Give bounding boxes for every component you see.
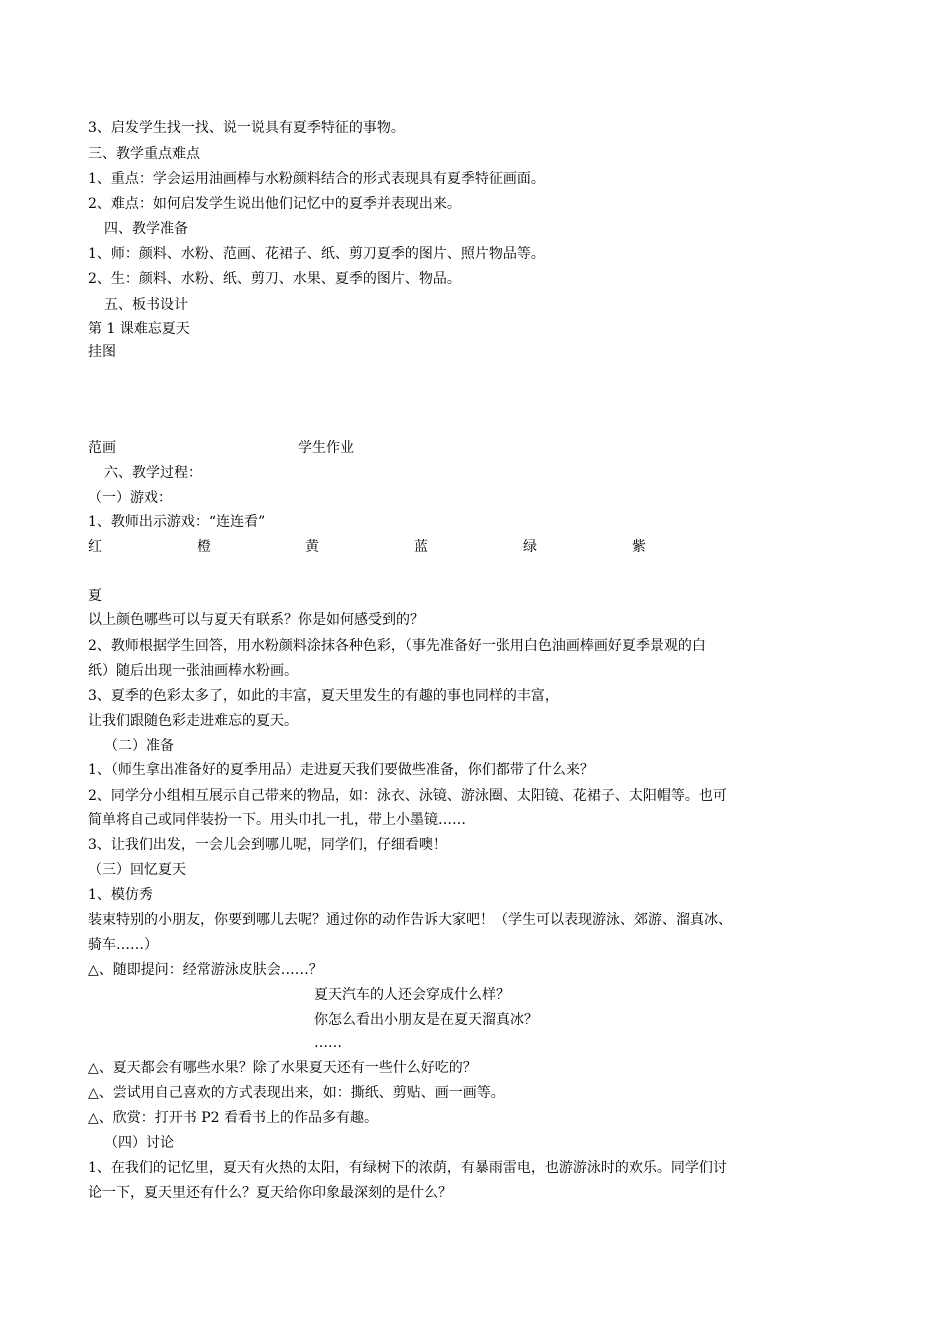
section-heading: 三、教学重点难点 [88, 146, 200, 162]
text-line: 3、启发学生找一找、说一说具有夏季特征的事物。 [88, 120, 405, 136]
text-line: 论一下，夏天里还有什么？夏天给你印象最深刻的是什么？ [88, 1185, 452, 1201]
text-line: 2、生：颜料、水粉、纸、剪刀、水果、夏季的图片、物品。 [88, 271, 461, 287]
text-line: 骑车……） [88, 937, 158, 953]
text-line: 装束特别的小朋友，你要到哪儿去呢？通过你的动作告诉大家吧！（学生可以表现游泳、郊游、溜真冰、 [88, 912, 732, 928]
color-word: 蓝 [414, 539, 428, 555]
color-word: 绿 [523, 539, 537, 555]
text-line: 你怎么看出小朋友是在夏天溜真冰？ [314, 1012, 538, 1028]
text-line: 让我们跟随色彩走进难忘的夏天。 [88, 713, 298, 729]
board-left-label: 范画 [88, 440, 116, 456]
sub-heading: （一）游戏： [88, 490, 172, 506]
text-line: 1、重点：学会运用油画棒与水粉颜料结合的形式表现具有夏季特征画面。 [88, 171, 545, 187]
text-line: 3、让我们出发，一会儿会到哪儿呢，同学们，仔细看噢！ [88, 837, 447, 853]
section-heading: 五、板书设计 [104, 297, 188, 313]
text-line: 纸）随后出现一张油画棒水粉画。 [88, 663, 298, 679]
text-line: 以上颜色哪些可以与夏天有联系？你是如何感受到的？ [88, 612, 424, 628]
text-line: △、尝试用自己喜欢的方式表现出来，如：撕纸、剪贴、画一画等。 [88, 1085, 505, 1101]
text-line: 3、夏季的色彩太多了，如此的丰富，夏天里发生的有趣的事也同样的丰富， [88, 688, 559, 704]
text-line: △、随即提问：经常游泳皮肤会……？ [88, 962, 323, 978]
ellipsis-line: …… [314, 1035, 342, 1051]
text-line: 夏天汽车的人还会穿成什么样？ [314, 987, 510, 1003]
section-heading: 四、教学准备 [104, 221, 188, 237]
text-line: 简单将自己或同伴装扮一下。用头巾扎一扎，带上小墨镜…… [88, 812, 466, 828]
summer-word: 夏 [88, 588, 102, 604]
text-line: 挂图 [88, 344, 116, 360]
text-line: 1、教师出示游戏：“连连看” [88, 514, 266, 530]
sub-heading: （二）准备 [104, 738, 174, 754]
text-line: 2、教师根据学生回答，用水粉颜料涂抹各种色彩，（事先准备好一张用白色油画棒画好夏季景观的白 [88, 638, 706, 654]
text-line: 1、（师生拿出准备好的夏季用品）走进夏天我们要做些准备，你们都带了什么来？ [88, 762, 594, 778]
sub-heading: （四）讨论 [104, 1135, 174, 1151]
text-line: △、欣赏：打开书 P2 看看书上的作品多有趣。 [88, 1110, 378, 1126]
text-line: 1、师：颜料、水粉、范画、花裙子、纸、剪刀夏季的图片、照片物品等。 [88, 246, 545, 262]
text-line: 1、在我们的记忆里，夏天有火热的太阳，有绿树下的浓荫，有暴雨雷电，也游游泳时的欢乐。同学们讨 [88, 1160, 727, 1176]
text-line: 2、难点：如何启发学生说出他们记忆中的夏季并表现出来。 [88, 196, 461, 212]
board-right-label: 学生作业 [298, 440, 354, 456]
text-line: 第 1 课难忘夏天 [88, 321, 190, 337]
color-word: 紫 [632, 539, 646, 555]
text-line: 2、同学分小组相互展示自己带来的物品，如：泳衣、泳镜、游泳圈、太阳镜、花裙子、太阳帽等。也可 [88, 788, 727, 804]
text-line: 1、模仿秀 [88, 887, 153, 903]
color-word: 黄 [305, 539, 319, 555]
text-line: △、夏天都会有哪些水果？除了水果夏天还有一些什么好吃的？ [88, 1060, 477, 1076]
sub-heading: （三）回忆夏天 [88, 862, 186, 878]
section-heading: 六、教学过程： [104, 465, 202, 481]
color-word: 红 [88, 539, 102, 555]
color-word: 橙 [197, 539, 211, 555]
